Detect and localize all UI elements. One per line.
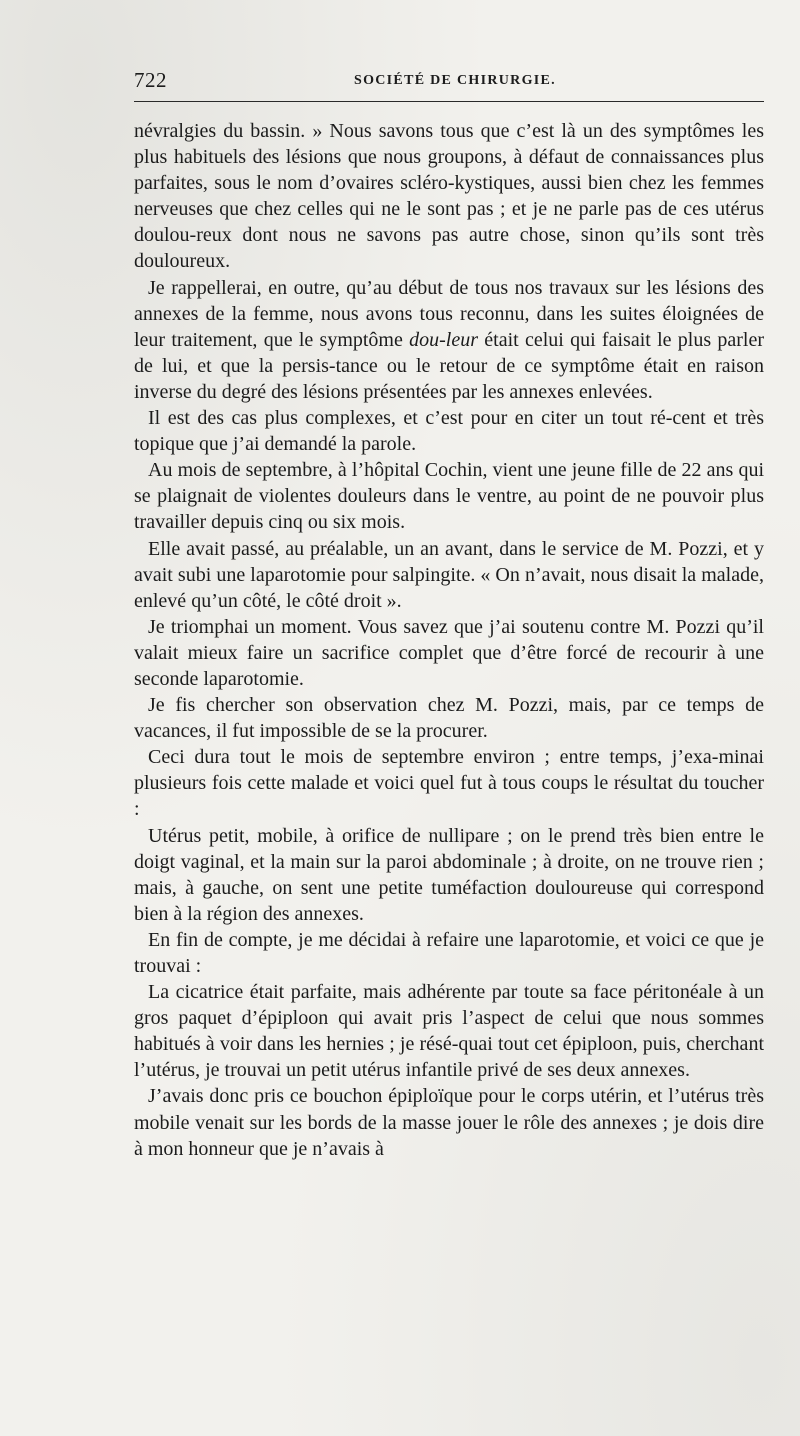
paragraph-pozzi-service: Elle avait passé, au préalable, un an avant, dans le service de M. Pozzi, et y avait subi une laparotomie pour salpingite. « On n’avait, nous disait la malade, enlevé qu’un côté, le côté droit ». [134,537,764,612]
paragraph-symptom-suffix: était celui qui faisait le plus parler de lui, et que la persis-tance ou le retour de ce symptôme était en raison inverse du degré des lésions présentées par les annexes enlevées. [134,328,765,403]
italic-douleur: dou-leur [409,328,479,351]
page-number: 722 [134,68,167,92]
paragraph-cicatrice: La cicatrice était parfaite, mais adhérente par toute sa face péritonéale à un gros paquet d’épiploon qui avait pris l’aspect de celui que nous sommes habitués à voir dans les hernies ; je résé-quai tout cet épiploon, puis, cherchant l’utérus, je trouvai un petit utérus infantile privé de ses deux annexes. [134,981,764,1082]
paragraph-symptom-douleur [134,275,764,405]
paragraph-continuation: névralgies du bassin. » Nous savons tous que c’est là un des symptômes les plus habituels des lésions que nous groupons, à défaut de connaissances plus parfaites, sous le nom d’ovaires scléro-kystiques, aussi bien chez les femmes nerveuses que chez celles qui ne le sont pas ; et je ne parle pas de ces utérus doulou-reux dont nous ne savons pas autre chose, sinon qu’ils sont très douloureux. [134,120,764,273]
paragraph-uterus-small: Utérus petit, mobile, à orifice de nullipare ; on le prend très bien entre le doigt vaginal, et la main sur la paroi abdominale ; à droite, on ne trouve rien ; mais, à gauche, on sent une petite tuméfaction douloureuse qui correspond bien à la région des annexes. [134,824,764,925]
page-header [134,68,764,98]
paragraph-triumph: Je triomphai un moment. Vous savez que j’ai soutenu contre M. Pozzi qu’il valait mieux faire un sacrifice complet que d’être forcé de recourir à une seconde laparotomie. [134,615,764,690]
paragraph-decision: En fin de compte, je me décidai à refaire une laparotomie, et voici ce que je trouvai : [134,928,764,977]
header-rule [134,101,764,102]
paragraph-examination: Ceci dura tout le mois de septembre environ ; entre temps, j’exa-minai plusieurs fois cette malade et voici quel fut à tous coups le résultat du toucher : [134,746,764,821]
running-title: SOCIÉTÉ DE CHIRURGIE. [354,73,556,88]
body-text [134,118,764,1162]
paragraph-complex-cases: Il est des cas plus complexes, et c’est pour en citer un tout ré-cent et très topique que j’ai demandé la parole. [134,407,764,456]
paragraph-observation: Je fis chercher son observation chez M. Pozzi, mais, par ce temps de vacances, il fut impossible de se la procurer. [134,694,764,743]
paragraph-bouchon: J’avais donc pris ce bouchon épiploïque pour le corps utérin, et l’utérus très mobile venait sur les bords de la masse jouer le rôle des annexes ; je dois dire à mon honneur que je n’avais à [134,1085,764,1160]
paragraph-symptom-prefix: Je rappellerai, en outre, qu’au début de tous nos travaux sur les lésions des annexes de la femme, nous avons tous reconnu, dans les suites éloignées de leur traitement, que le symptôme [134,276,764,351]
paragraph-september: Au mois de septembre, à l’hôpital Cochin, vient une jeune fille de 22 ans qui se plaignait de violentes douleurs dans le ventre, au point de ne pouvoir plus travailler depuis cinq ou six mois. [134,459,764,534]
